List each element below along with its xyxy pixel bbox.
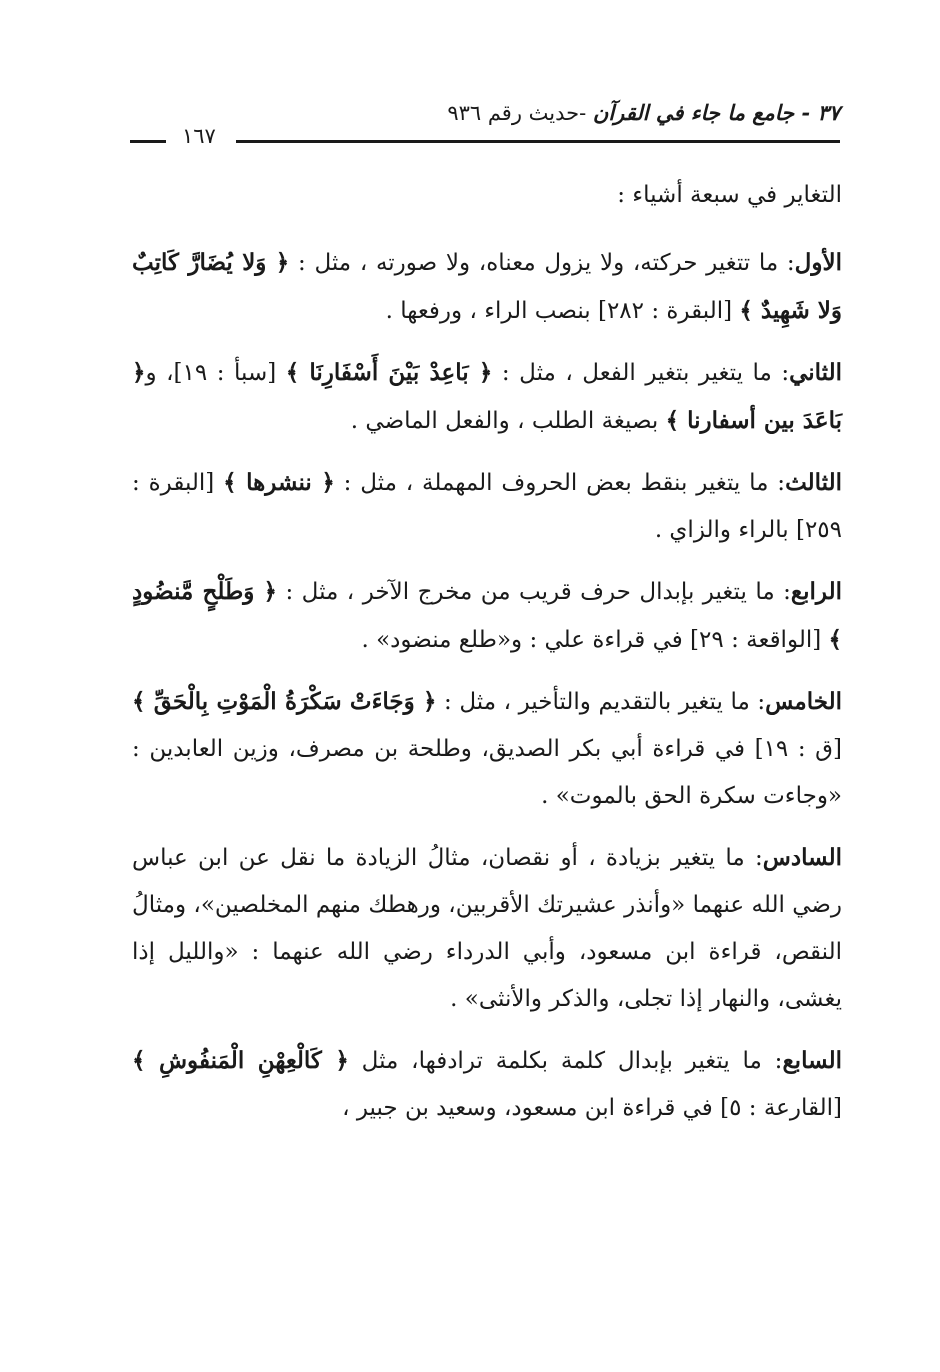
term-sixth: السادس [762, 844, 842, 871]
text-segment: : ما يتغير بإبدال حرف قريب من مخرج الآخر ، مثل : [277, 579, 791, 605]
page-number: ١٦٧ [182, 124, 216, 148]
term-fifth: الخامس [765, 688, 842, 715]
book-title: ٣٧ - جامع ما جاء في القرآن [592, 100, 840, 125]
paragraph-third [132, 459, 842, 554]
quran-verse: ﴿ وَجَاءَتْ سَكْرَةُ الْمَوْتِ بِالْحَقِّ ﴾ [132, 688, 437, 715]
header-rule-short [130, 140, 166, 143]
quran-verse: ﴿ وَطَلْحٍ مَّنضُودٍ ﴾ [132, 578, 842, 653]
text-segment: [القارعة : ٥] في قراءة ابن مسعود، وسعيد بن جبير ، [342, 1095, 842, 1121]
quran-verse: ﴿ بَاعِدْ بَيْنَ أَسْفَارِنَا ﴾ [285, 359, 493, 386]
term-second: الثاني [789, 359, 842, 386]
text-segment: [سبأ : ١٩]، و [145, 360, 286, 386]
quran-verse: ﴿ ننشرها ﴾ [223, 469, 335, 496]
header-rule [236, 140, 840, 143]
text-segment: بصيغة الطلب ، والفعل الماضي . [350, 408, 666, 434]
paragraph-seventh [132, 1037, 842, 1132]
page-body [132, 172, 842, 1146]
running-header [130, 100, 840, 148]
term-seventh: السابع [782, 1047, 843, 1074]
hadith-reference: -حديث رقم ٩٣٦ [447, 101, 593, 125]
quran-verse: ﴿ كَالْعِهْنِ الْمَنفُوشِ ﴾ [132, 1047, 349, 1074]
paragraph-sixth [132, 834, 842, 1023]
text-segment: : ما يتغير بالتقديم والتأخير ، مثل : [436, 689, 766, 715]
text-segment: [البقرة : ٢٥٩] بالراء والزاي . [132, 470, 842, 543]
quran-verse: ﴿ وَلا يُضَارَّ كَاتِبٌ وَلا شَهِيدٌ ﴾ [132, 249, 842, 324]
paragraph-second [132, 349, 842, 445]
text-segment: : ما تتغير حركته، ولا يزول معناه، ولا صورته ، مثل : [289, 250, 795, 276]
text-segment: : ما يتغير بتغير الفعل ، مثل : [492, 360, 790, 386]
intro-line: التغاير في سبعة أشياء : [617, 182, 842, 208]
text-segment: : ما يتغير بنقط بعض الحروف المهملة ، مثل : [334, 470, 786, 496]
text-segment: [الواقعة : ٢٩] في قراءة علي : و«طلع منضود» . [361, 627, 829, 653]
text-segment: [البقرة : ٢٨٢] بنصب الراء ، ورفعها . [385, 298, 740, 324]
paragraph-first [132, 239, 842, 335]
paragraph-fourth [132, 568, 842, 664]
text-segment: : ما يتغير بإبدال كلمة بكلمة ترادفها، مثل [348, 1048, 783, 1074]
running-title [447, 100, 840, 125]
paragraph-fifth [132, 678, 842, 820]
term-third: الثالث [785, 469, 843, 496]
term-fourth: الرابع [790, 578, 842, 605]
term-first: الأول [794, 249, 842, 276]
quran-verse: ﴿ بَاعَدَ بين أسفارنا ﴾ [132, 359, 842, 434]
text-segment: : ما يتغير بزيادة ، أو نقصان، مثالُ الزيادة ما نقل عن ابن عباس رضي الله عنهما «وأنذر عشيرتك الأقربين، ورهطك منهم المخلصين»، ومثالُ النقص، قراءة ابن مسعود، وأبي الدرداء رضي الله عنهما : «والليل إذا يغشى، والنهار إذا تجلى، والذكر والأنثى» . [132, 845, 842, 1012]
text-segment: [ق : ١٩] في قراءة أبي بكر الصديق، وطلحة بن مصرف، وزين العابدين : «وجاءت سكرة الحق بالموت» . [132, 736, 842, 809]
